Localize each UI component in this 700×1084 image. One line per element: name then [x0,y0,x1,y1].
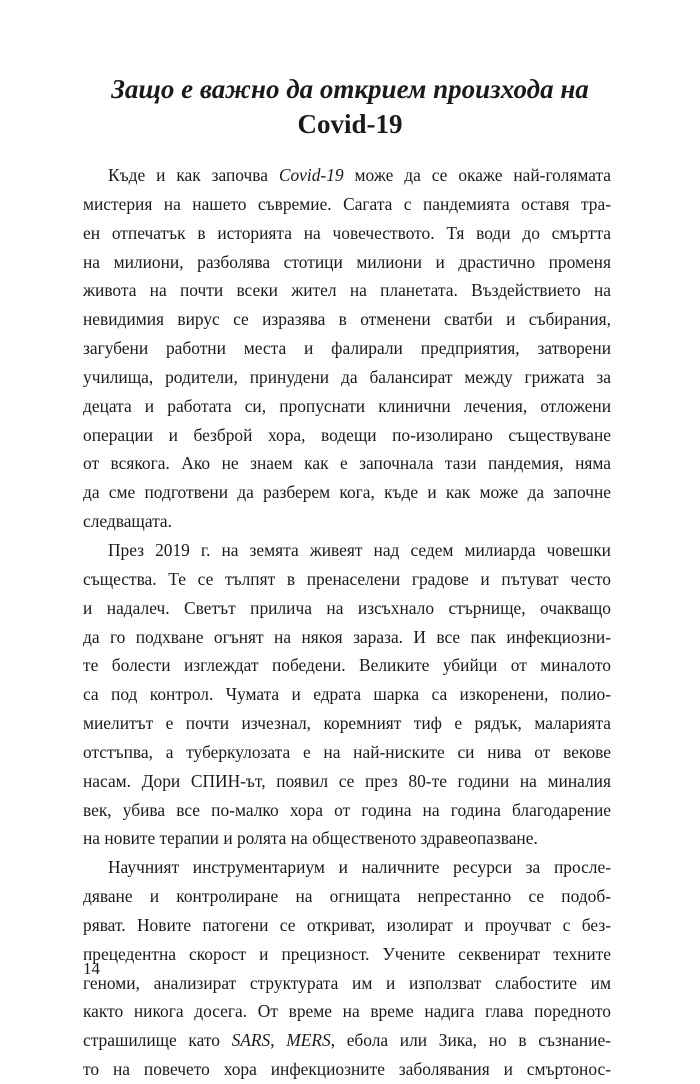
text-line: прецедентна скорост и прецизност. Учените секвенират техните [83,943,611,964]
text-line: операции и безброй хора, водещи по-изолирано съществуване [83,424,611,445]
text-line: да го подхване огънят на някоя зараза. И все пак инфекциозни- [83,626,611,647]
text-line: загубени работни места и фалирали предприятия, затворени [83,338,611,359]
text-line: През 2019 г. на земята живеят над седем милиарда човешки [108,539,611,560]
text-line: отстъпва, а туберкулозата е на най-ниските си нива от векове [83,741,611,762]
chapter-heading-line-1: Защо е важно да открием произхода на [111,74,589,104]
text-line: то на повечето хора инфекциозните заболявания и смъртонос- [83,1059,611,1080]
body-text [83,161,611,1084]
text-line: те болести изглеждат победени. Великите убийци от миналото [83,655,611,676]
text-line: са под контрол. Чумата и едрата шарка са изкоренени, полио- [83,684,611,705]
text-line: същества. Те се тълпят в пренаселени градове и пътуват често [83,568,611,589]
italic-term: MERS [286,1030,331,1051]
text-line: насам. Дори СПИН-ът, появил се през 80-те години на миналия [83,770,611,791]
paragraph [83,536,611,853]
text-line: ряват. Новите патогени се откриват, изолират и проучват с без- [83,914,611,935]
italic-term: SARS [231,1030,271,1051]
text-line: живота на почти всеки жител на планетата. Въздействието на [83,280,611,301]
italic-term: Covid-19 [278,165,344,185]
text-line: следващата. [83,511,172,532]
text-line: ен отпечатък в историята на човечеството. Тя води до смъртта [83,222,611,243]
text-line: от всякога. Ако не знаем как е започнала тази пандемия, няма [83,453,611,474]
text-line: дяване и контролиране на огнищата непрестанно се подоб- [83,886,611,907]
text-line: на новите терапии и ролята на общественото здравеопазване. [83,828,538,849]
text-line: децата и работата си, пропуснати клинични лечения, отложени [83,395,611,416]
text-line: миелитът е почти изчезнал, коремният тиф е рядък, маларията [83,713,611,734]
text-line: Научният инструментариум и наличните ресурси за просле- [108,857,611,878]
chapter-heading-line-2: Covid-19 [297,109,403,139]
text-line: училища, родители, принудени да балансират между грижата за [83,366,611,387]
paragraph [83,161,611,536]
text-line: век, убива все по-малко хора от година на година благодарение [83,799,611,820]
text-line: мистерия на нашето съвремие. Сагата с пандемията оставя тра- [83,193,611,214]
text-line: Къде и как започва Covid-19 може да се окаже най-голямата [108,165,611,185]
chapter-heading [80,72,620,142]
text-line: на милиони, разболява стотици милиони и драстично променя [83,251,611,272]
paragraph [83,853,611,1084]
text-line: геноми, анализират структурата им и използват слабостите им [83,972,611,993]
text-line: невидимия вирус се изразява в отменени сватби и събирания, [83,309,611,330]
page-number: 14 [83,959,100,978]
text-line: страшилище като SARS, MERS, ебола или Зика, но в съзнание- [83,1030,611,1051]
text-line: и надалеч. Светът прилича на изсъхнало стърнище, очакващо [83,597,611,618]
text-line: да сме подготвени да разберем кога, къде и как може да започне [83,482,611,503]
text-line: както никога досега. От време на време надига глава поредното [83,1001,611,1022]
